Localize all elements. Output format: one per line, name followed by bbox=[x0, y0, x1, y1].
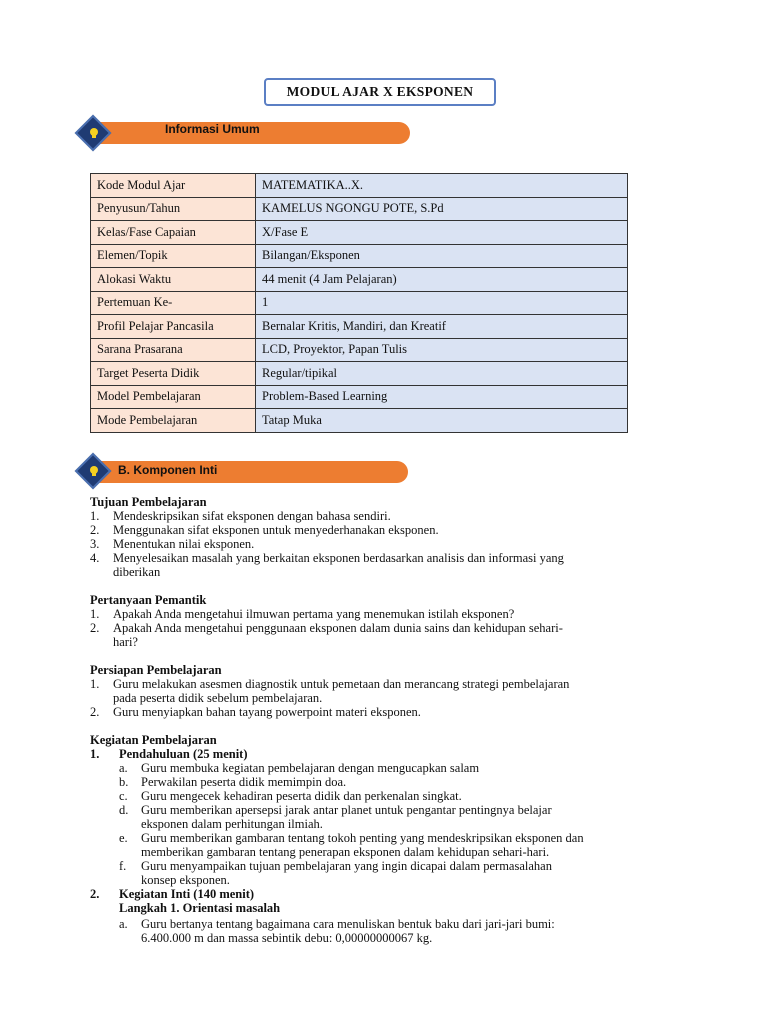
list-item: Guru menyampaikan tujuan pembelajaran yang ingin dicapai dalam permasalahan bbox=[141, 859, 552, 873]
list-num: 3. bbox=[90, 537, 100, 551]
list-num: d. bbox=[119, 803, 129, 817]
langkah-title: Langkah 1. Orientasi masalah bbox=[119, 901, 281, 915]
list-item: Perwakilan peserta didik memimpin doa. bbox=[141, 775, 347, 789]
list-num: 2. bbox=[90, 523, 100, 537]
table-key-cell: Profil Pelajar Pancasila bbox=[91, 315, 256, 339]
list-num: 1. bbox=[90, 747, 100, 761]
list-item: Mendeskripsikan sifat eksponen dengan bahasa sendiri. bbox=[113, 509, 391, 523]
table-row bbox=[91, 268, 628, 292]
table-row bbox=[91, 197, 628, 221]
list-num: 1. bbox=[90, 509, 100, 523]
list-item-cont: pada peserta didik sebelum pembelajaran. bbox=[113, 691, 323, 705]
list-item: Menentukan nilai eksponen. bbox=[113, 537, 255, 551]
section-b-label: B. Komponen Inti bbox=[118, 463, 218, 477]
table-row bbox=[91, 315, 628, 339]
list-num: f. bbox=[119, 859, 127, 873]
list-item: Apakah Anda mengetahui ilmuwan pertama yang menemukan istilah eksponen? bbox=[113, 607, 515, 621]
list-item-cont: konsep eksponen. bbox=[141, 873, 230, 887]
table-value-cell: Bernalar Kritis, Mandiri, dan Kreatif bbox=[256, 315, 628, 339]
info-table bbox=[90, 173, 628, 433]
list-item-cont: 6.400.000 m dan massa sebintik debu: 0,00000000067 kg. bbox=[141, 931, 433, 945]
table-row bbox=[91, 362, 628, 386]
list-num: 4. bbox=[90, 551, 100, 565]
table-key-cell: Target Peserta Didik bbox=[91, 362, 256, 386]
list-item: Guru melakukan asesmen diagnostik untuk pemetaan dan merancang strategi pembelajaran bbox=[113, 677, 570, 691]
table-value-cell: Tatap Muka bbox=[256, 409, 628, 433]
list-num: c. bbox=[119, 789, 128, 803]
lightbulb-icon bbox=[87, 464, 101, 478]
lightbulb-icon bbox=[87, 126, 101, 140]
list-num: 2. bbox=[90, 887, 100, 901]
list-item: Guru memberikan gambaran tentang tokoh penting yang mendeskripsikan eksponen dan bbox=[141, 831, 584, 845]
list-item: Menggunakan sifat eksponen untuk menyederhanakan eksponen. bbox=[113, 523, 439, 537]
table-row bbox=[91, 174, 628, 198]
inti-title: Kegiatan Inti (140 menit) bbox=[119, 887, 255, 901]
table-key-cell: Kode Modul Ajar bbox=[91, 174, 256, 198]
list-num: 1. bbox=[90, 677, 100, 691]
list-item: Guru bertanya tentang bagaimana cara menuliskan bentuk baku dari jari-jari bumi: bbox=[141, 917, 555, 931]
list-num: a. bbox=[119, 917, 128, 931]
list-num: a. bbox=[119, 761, 128, 775]
page-title: MODUL AJAR X EKSPONEN bbox=[286, 84, 474, 99]
table-row bbox=[91, 385, 628, 409]
persiapan-heading: Persiapan Pembelajaran bbox=[90, 663, 222, 677]
table-key-cell: Penyusun/Tahun bbox=[91, 197, 256, 221]
table-value-cell: 44 menit (4 Jam Pelajaran) bbox=[256, 268, 628, 292]
pertanyaan-heading: Pertanyaan Pemantik bbox=[90, 593, 207, 607]
list-item: Menyelesaikan masalah yang berkaitan eksponen berdasarkan analisis dan informasi yang bbox=[113, 551, 564, 565]
list-item: Guru mengecek kehadiran peserta didik dan perkenalan singkat. bbox=[141, 789, 462, 803]
list-num: 2. bbox=[90, 705, 100, 719]
table-key-cell: Elemen/Topik bbox=[91, 244, 256, 268]
table-value-cell: X/Fase E bbox=[256, 221, 628, 245]
table-value-cell: KAMELUS NGONGU POTE, S.Pd bbox=[256, 197, 628, 221]
tujuan-heading: Tujuan Pembelajaran bbox=[90, 495, 207, 509]
table-row bbox=[91, 291, 628, 315]
table-value-cell: Regular/tipikal bbox=[256, 362, 628, 386]
title-box bbox=[264, 78, 496, 106]
list-item: Guru memberikan apersepsi jarak antar planet untuk pengantar pentingnya belajar bbox=[141, 803, 552, 817]
table-key-cell: Sarana Prasarana bbox=[91, 338, 256, 362]
table-key-cell: Alokasi Waktu bbox=[91, 268, 256, 292]
table-row bbox=[91, 338, 628, 362]
table-row bbox=[91, 409, 628, 433]
list-item-cont: diberikan bbox=[113, 565, 161, 579]
list-item: Guru membuka kegiatan pembelajaran dengan mengucapkan salam bbox=[141, 761, 480, 775]
table-value-cell: Bilangan/Eksponen bbox=[256, 244, 628, 268]
table-key-cell: Pertemuan Ke- bbox=[91, 291, 256, 315]
table-value-cell: MATEMATIKA..X. bbox=[256, 174, 628, 198]
list-num: b. bbox=[119, 775, 129, 789]
table-row bbox=[91, 244, 628, 268]
list-item-cont: eksponen dalam perhitungan ilmiah. bbox=[141, 817, 323, 831]
list-num: 2. bbox=[90, 621, 100, 635]
table-key-cell: Mode Pembelajaran bbox=[91, 409, 256, 433]
table-value-cell: 1 bbox=[256, 291, 628, 315]
table-value-cell: LCD, Proyektor, Papan Tulis bbox=[256, 338, 628, 362]
list-num: e. bbox=[119, 831, 128, 845]
list-item-cont: hari? bbox=[113, 635, 138, 649]
table-key-cell: Kelas/Fase Capaian bbox=[91, 221, 256, 245]
list-item: Apakah Anda mengetahui penggunaan eksponen dalam dunia sains dan kehidupan sehari- bbox=[113, 621, 563, 635]
list-item: Guru menyiapkan bahan tayang powerpoint materi eksponen. bbox=[113, 705, 421, 719]
section-a-label: Informasi Umum bbox=[165, 122, 260, 136]
table-value-cell: Problem-Based Learning bbox=[256, 385, 628, 409]
table-key-cell: Model Pembelajaran bbox=[91, 385, 256, 409]
list-num: 1. bbox=[90, 607, 100, 621]
list-item-cont: memberikan gambaran tentang penerapan eksponen dalam kehidupan sehari-hari. bbox=[141, 845, 550, 859]
table-row bbox=[91, 221, 628, 245]
kegiatan-heading: Kegiatan Pembelajaran bbox=[90, 733, 217, 747]
pendahuluan-title: Pendahuluan (25 menit) bbox=[119, 747, 248, 761]
